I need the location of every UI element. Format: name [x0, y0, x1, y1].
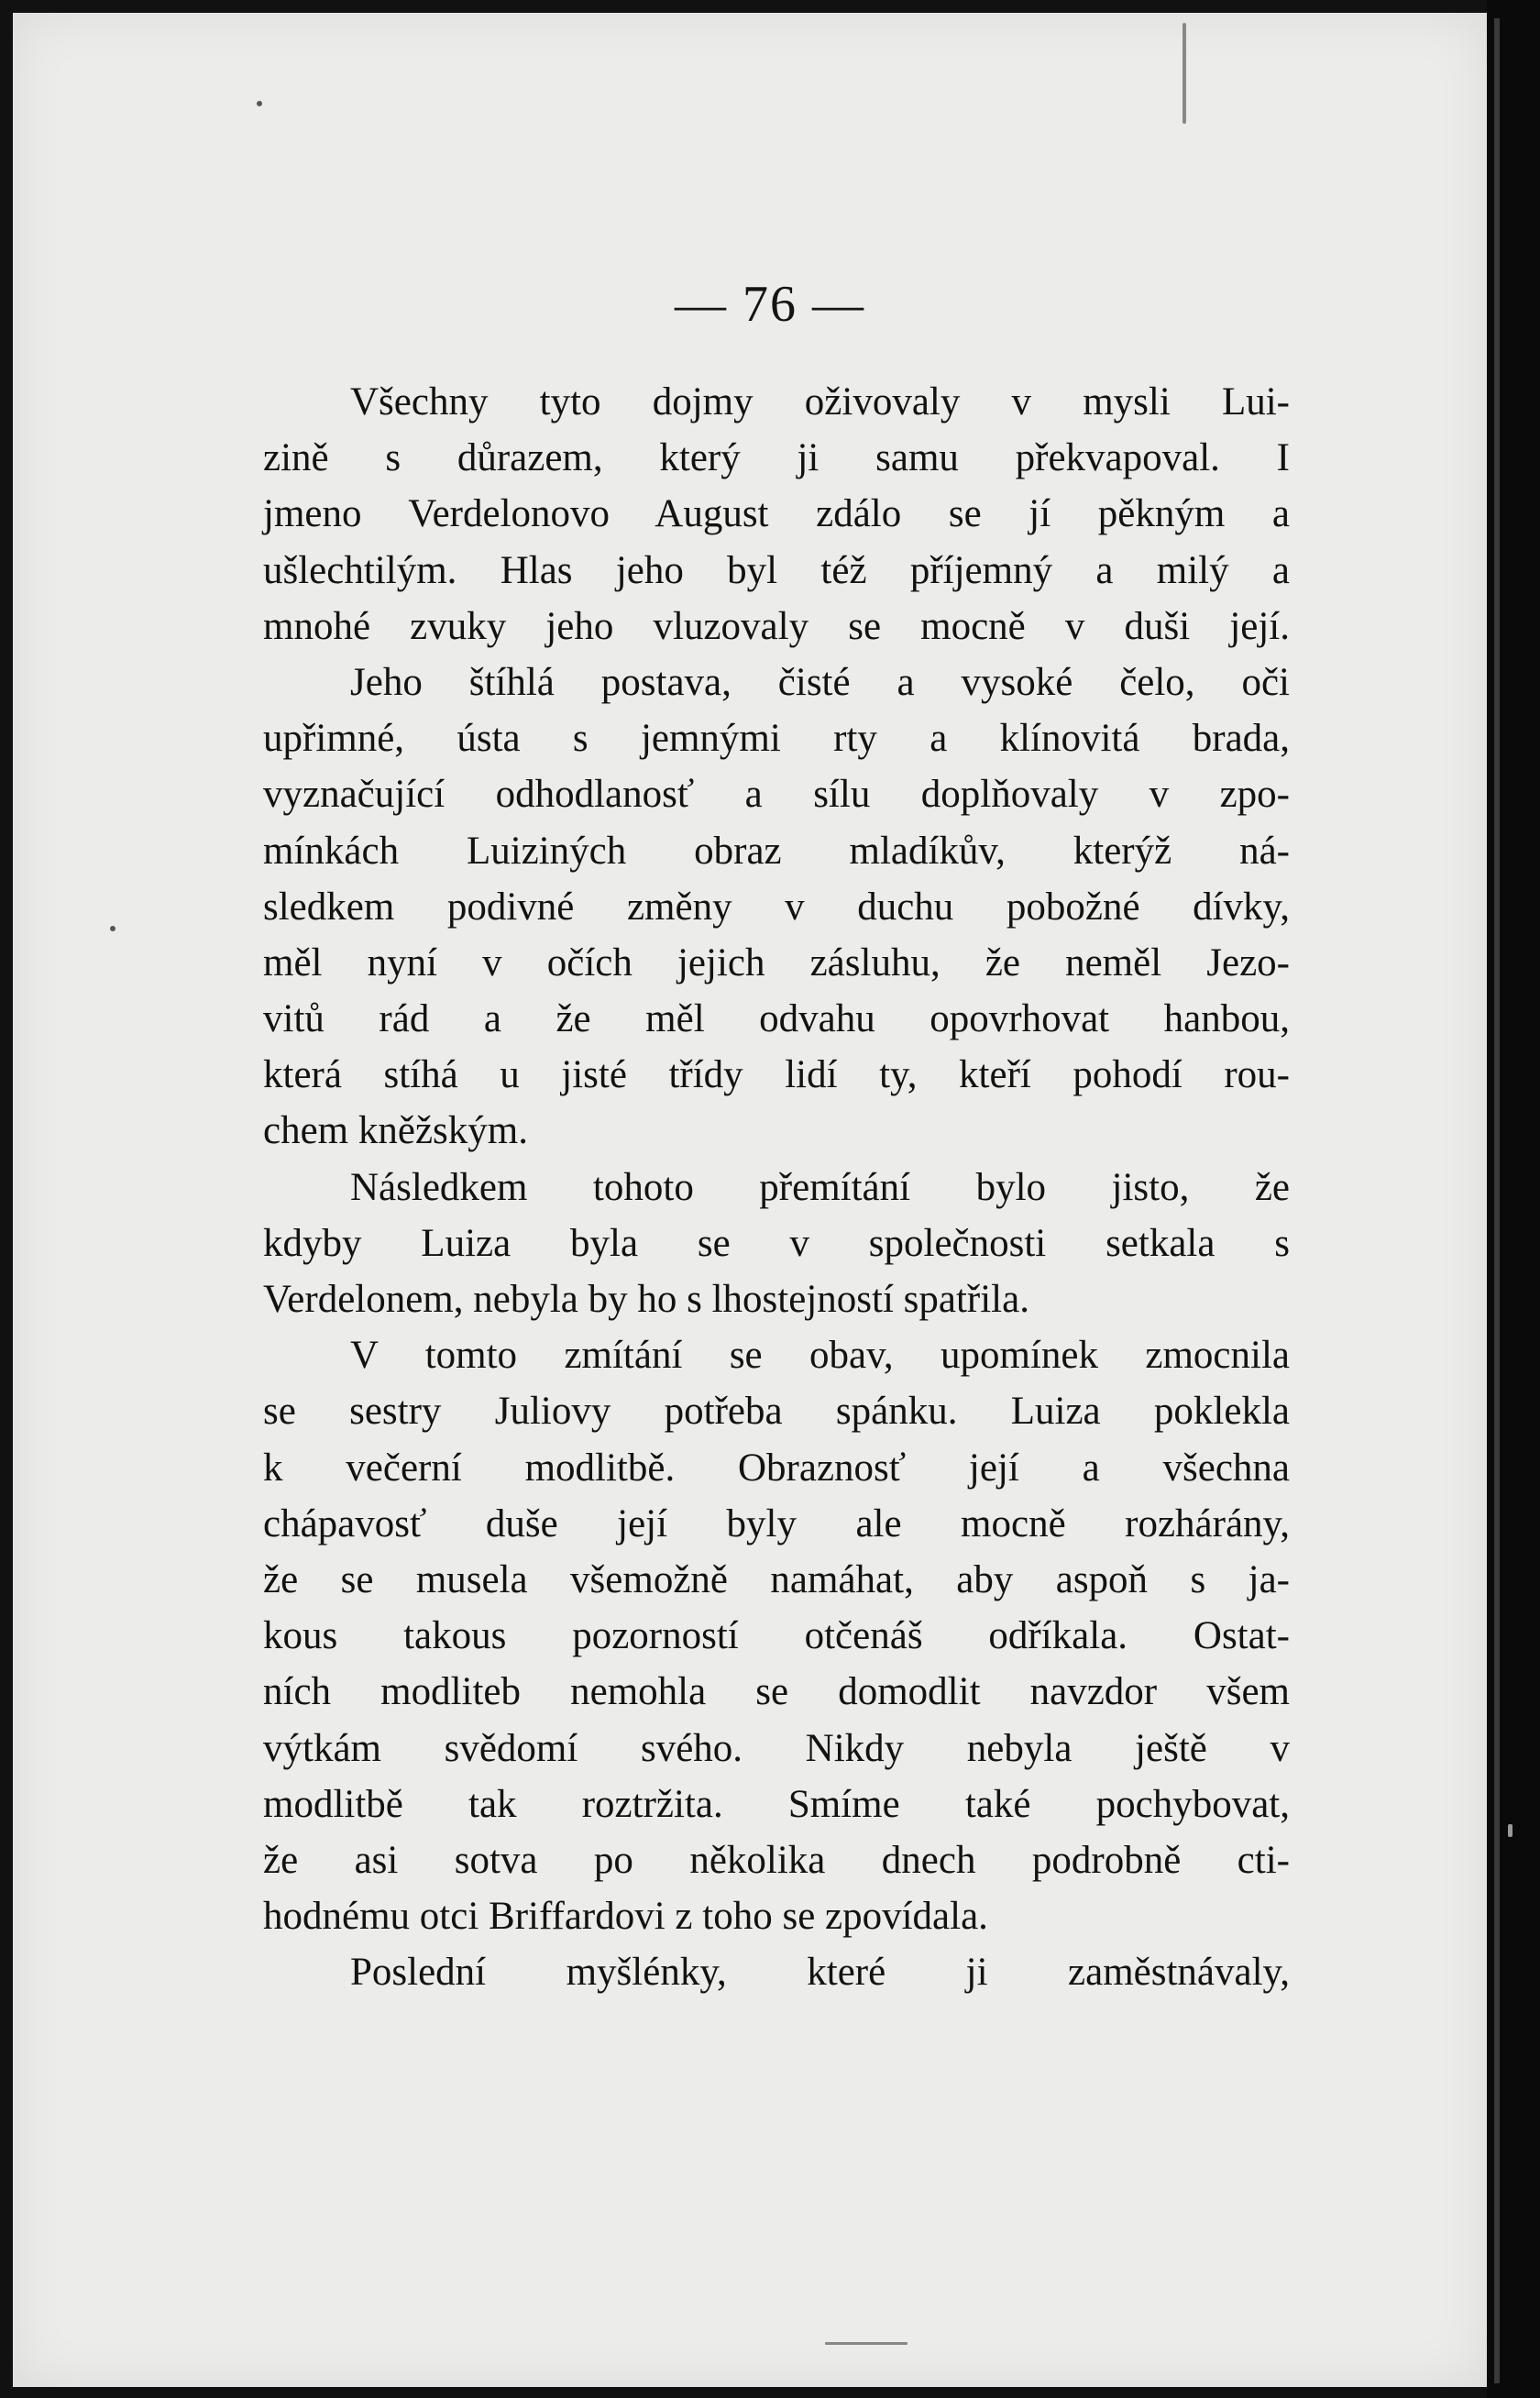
paper-speck — [1182, 23, 1186, 124]
text-line: V tomto zmítání se obav, upomínek zmocnila — [350, 1334, 1290, 1378]
text-line: k večerní modlitbě. Obraznosť její a všechna — [263, 1446, 1290, 1490]
text-line: Jeho štíhlá postava, čisté a vysoké čelo, oči — [350, 660, 1290, 704]
paper-speck — [825, 2342, 908, 2345]
paper-speck — [1508, 1824, 1512, 1837]
paper-speck — [257, 101, 262, 106]
text-line: kdyby Luiza byla se v společnosti setkala s — [263, 1221, 1290, 1265]
text-line: modlitbě tak roztržita. Smíme také pochybovat, — [263, 1782, 1290, 1826]
text-line: výtkám svědomí svého. Nikdy nebyla ještě v — [263, 1726, 1290, 1770]
text-line: vyznačující odhodlanosť a sílu doplňovaly v zpo- — [263, 773, 1290, 817]
text-line: jmeno Verdelonovo August zdálo se jí pěkným a — [263, 492, 1290, 536]
paper-speck — [110, 926, 116, 931]
page-edge-line — [1494, 18, 1500, 2383]
text-line: že asi sotva po několika dnech podrobně cti- — [263, 1838, 1290, 1882]
text-line: ních modliteb nemohla se domodlit navzdor všem — [263, 1670, 1290, 1714]
text-line: Verdelonem, nebyla by ho s lhostejností spatřila. — [263, 1278, 1029, 1321]
text-line: vitů rád a že měl odvahu opovrhovat hanbou, — [263, 997, 1290, 1041]
text-line: zině s důrazem, který ji samu překvapoval. I — [263, 436, 1290, 480]
text-line: že se musela všemožně namáhat, aby aspoň s ja- — [263, 1557, 1290, 1601]
page-number: — 76 — — [675, 276, 865, 333]
text-line: se sestry Juliovy potřeba spánku. Luiza poklekla — [263, 1390, 1290, 1434]
body-text — [263, 374, 1290, 2000]
text-line: Poslední myšlénky, které ji zaměstnávaly, — [350, 1951, 1290, 1995]
text-line: Všechny tyto dojmy oživovaly v mysli Lui- — [350, 380, 1290, 424]
text-line: sledkem podivné změny v duchu pobožné dívky, — [263, 885, 1290, 929]
text-line: která stíhá u jisté třídy lidí ty, kteří pohodí rou- — [263, 1053, 1290, 1097]
text-line: mnohé zvuky jeho vluzovaly se mocně v duši její. — [263, 604, 1290, 648]
text-line: chápavosť duše její byly ale mocně rozhárány, — [263, 1502, 1290, 1546]
text-line: mínkách Luiziných obraz mladíkův, kterýž ná- — [263, 829, 1290, 873]
text-line: Následkem tohoto přemítání bylo jisto, že — [350, 1165, 1290, 1209]
text-line: hodnému otci Briffardovi z toho se zpovídala. — [263, 1895, 988, 1939]
text-line: kous takous pozorností otčenáš odříkala. Ostat- — [263, 1614, 1290, 1658]
text-line: měl nyní v očích jejich zásluhu, že neměl Jezo- — [263, 940, 1290, 984]
text-line: upřimné, ústa s jemnými rty a klínovitá brada, — [263, 717, 1290, 761]
text-line: chem kněžským. — [263, 1109, 528, 1153]
text-line: ušlechtilým. Hlas jeho byl též příjemný a milý a — [263, 548, 1290, 592]
